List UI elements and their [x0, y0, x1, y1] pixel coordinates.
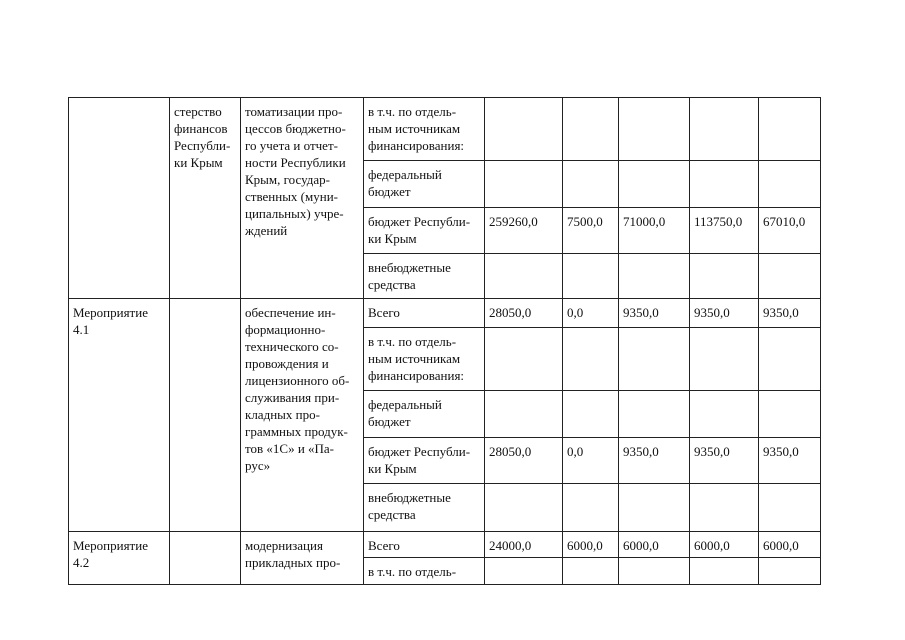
measure-description-cell: томатизации про- цессов бюджетно- го учета и отчет- ности Республики Крым, государ- ственных (муни- ципальных) учре- ждений — [241, 98, 364, 299]
funding-source-cell: в т.ч. по отдель- ным источникам финансирования: — [364, 98, 485, 161]
value-cell: 259260,0 — [485, 208, 563, 254]
value-cell: 0,0 — [563, 438, 619, 484]
value-cell: 6000,0 — [759, 532, 821, 558]
table-row — [69, 299, 821, 328]
value-cell: 0,0 — [563, 299, 619, 328]
table-row — [69, 532, 821, 558]
value-cell — [563, 484, 619, 532]
value-cell — [759, 558, 821, 585]
table-row — [69, 98, 821, 161]
value-cell — [759, 391, 821, 438]
funding-source-cell: в т.ч. по отдель- ным источникам финансирования: — [364, 328, 485, 391]
value-cell — [690, 98, 759, 161]
value-cell: 9350,0 — [690, 299, 759, 328]
value-cell — [485, 391, 563, 438]
value-cell — [485, 558, 563, 585]
value-cell — [759, 328, 821, 391]
funding-source-cell: внебюджетные средства — [364, 254, 485, 299]
executor-cell — [170, 532, 241, 585]
funding-source-cell: Всего — [364, 299, 485, 328]
value-cell — [690, 254, 759, 299]
value-cell: 6000,0 — [690, 532, 759, 558]
funding-source-cell: Всего — [364, 532, 485, 558]
value-cell — [563, 98, 619, 161]
value-cell — [619, 98, 690, 161]
value-cell — [485, 98, 563, 161]
value-cell — [759, 161, 821, 208]
value-cell: 24000,0 — [485, 532, 563, 558]
funding-source-cell: бюджет Республи- ки Крым — [364, 208, 485, 254]
value-cell — [563, 558, 619, 585]
funding-source-cell: бюджет Республи- ки Крым — [364, 438, 485, 484]
value-cell — [619, 484, 690, 532]
value-cell — [759, 254, 821, 299]
funding-source-cell: федеральный бюджет — [364, 161, 485, 208]
budget-table — [68, 97, 821, 585]
measure-name-cell: Мероприятие 4.1 — [69, 299, 170, 532]
value-cell: 71000,0 — [619, 208, 690, 254]
value-cell — [690, 328, 759, 391]
value-cell: 6000,0 — [619, 532, 690, 558]
value-cell — [485, 484, 563, 532]
value-cell — [619, 391, 690, 438]
value-cell: 9350,0 — [619, 299, 690, 328]
funding-source-cell: в т.ч. по отдель- — [364, 558, 485, 585]
value-cell — [690, 484, 759, 532]
value-cell: 7500,0 — [563, 208, 619, 254]
value-cell: 6000,0 — [563, 532, 619, 558]
value-cell — [619, 254, 690, 299]
measure-description-cell: модернизация прикладных про- — [241, 532, 364, 585]
value-cell — [563, 161, 619, 208]
measure-name-cell — [69, 98, 170, 299]
value-cell — [759, 98, 821, 161]
value-cell — [619, 558, 690, 585]
value-cell: 9350,0 — [619, 438, 690, 484]
value-cell — [619, 328, 690, 391]
measure-name-cell: Мероприятие 4.2 — [69, 532, 170, 585]
value-cell — [619, 161, 690, 208]
value-cell: 9350,0 — [759, 438, 821, 484]
value-cell: 9350,0 — [690, 438, 759, 484]
value-cell — [563, 328, 619, 391]
value-cell — [485, 161, 563, 208]
value-cell — [485, 328, 563, 391]
executor-cell — [170, 299, 241, 532]
measure-description-cell: обеспечение ин- формационно- технического со- провождения и лицензионного об- служивания при- кладных про- граммных продук- тов «1С» и «Па- рус» — [241, 299, 364, 532]
value-cell: 113750,0 — [690, 208, 759, 254]
value-cell — [690, 558, 759, 585]
funding-source-cell: внебюджетные средства — [364, 484, 485, 532]
value-cell — [690, 391, 759, 438]
value-cell: 9350,0 — [759, 299, 821, 328]
value-cell: 67010,0 — [759, 208, 821, 254]
value-cell: 28050,0 — [485, 438, 563, 484]
funding-source-cell: федеральный бюджет — [364, 391, 485, 438]
value-cell — [563, 254, 619, 299]
value-cell — [563, 391, 619, 438]
value-cell — [690, 161, 759, 208]
value-cell — [759, 484, 821, 532]
value-cell — [485, 254, 563, 299]
executor-cell: стерство финансов Республи- ки Крым — [170, 98, 241, 299]
value-cell: 28050,0 — [485, 299, 563, 328]
